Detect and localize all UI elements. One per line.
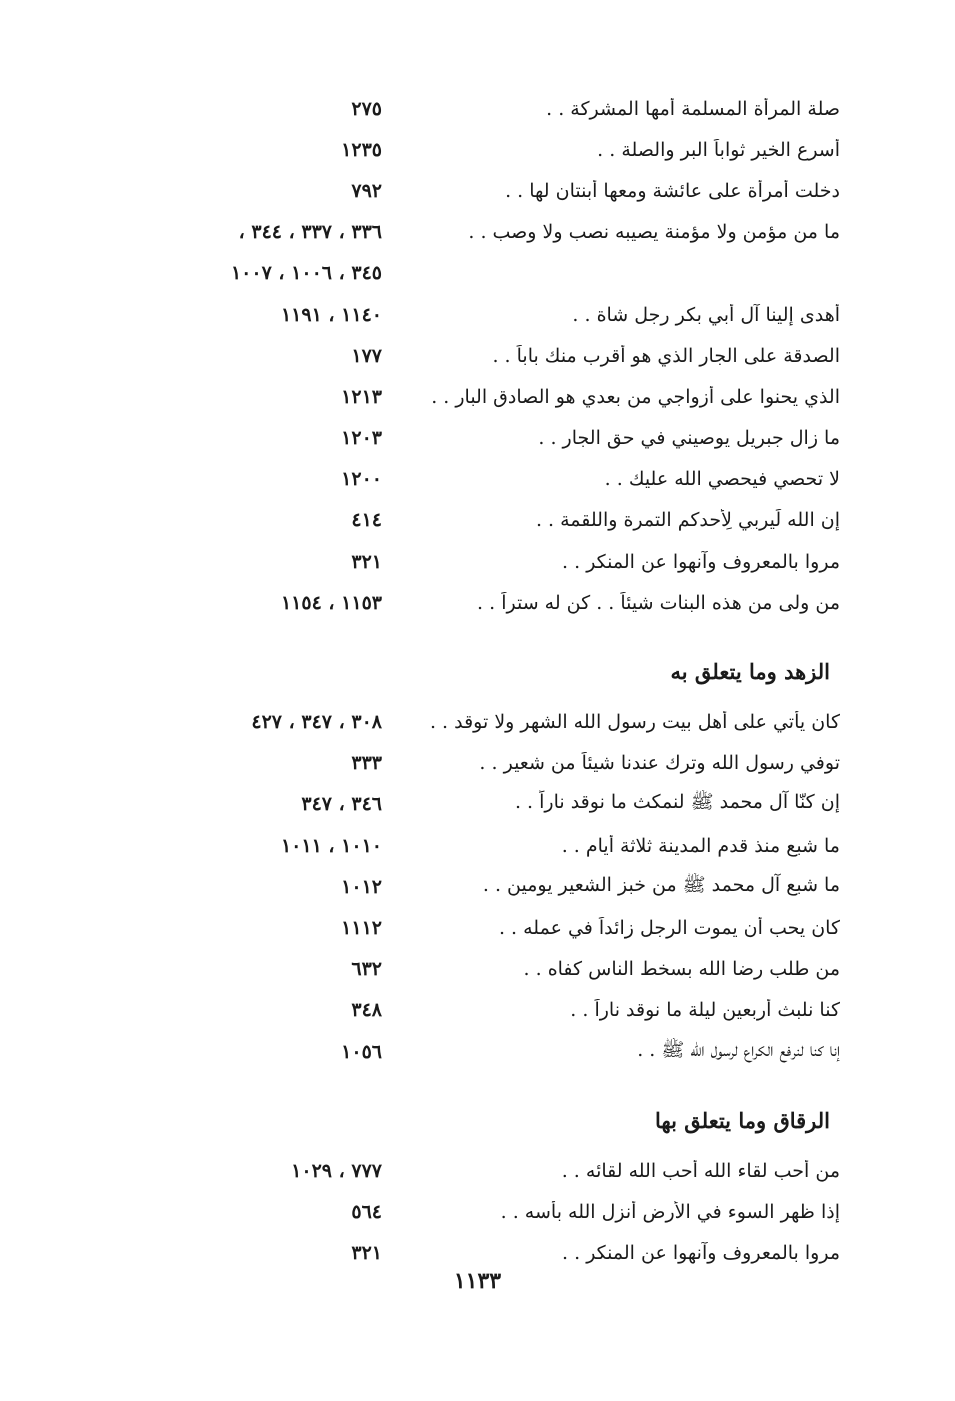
entry-text: ما من مؤمن ولا مؤمنة يصيبه نصب ولا وصب . .: [468, 221, 840, 244]
index-entry: [100, 129, 840, 170]
index-entry: [100, 1191, 840, 1232]
entry-text: إن الله لَيربي لِأحدكم التمرة واللقمة . .: [535, 509, 840, 532]
index-entry: [100, 582, 840, 623]
section-heading: الزهد وما يتعلق به: [670, 658, 830, 684]
section-heading: الرقاق وما يتعلق بها: [655, 1107, 830, 1133]
index-entry: [100, 743, 840, 784]
entry-text: صلة المرأة المسلمة أمها المشركة . .: [546, 97, 840, 120]
entry-page-refs: ١١١٢: [341, 916, 382, 939]
entry-page-refs: ٣٣٣: [351, 752, 382, 775]
index-entry: [100, 1150, 840, 1191]
entry-text: لا تحصي فيحصي الله عليك . .: [604, 468, 840, 491]
entry-page-refs: ٢٧٥: [351, 97, 382, 120]
entry-text: الذي يحنوا على أزواجي من بعدي هو الصادق البار . .: [431, 385, 840, 408]
index-entry: [100, 418, 840, 459]
entry-page-refs: ٥٦٤: [351, 1200, 382, 1223]
entry-page-refs: ٣٣٦ ، ٣٣٧ ، ٣٤٤ ،: [238, 221, 382, 244]
entry-page-refs: ٣٢١: [351, 550, 382, 573]
index-entry: [100, 1031, 840, 1072]
index-entry: [100, 335, 840, 376]
entry-page-refs: ٧٩٢: [351, 179, 382, 202]
entry-text: إنا كنا لنرفع الكراع لرسول الله ﷺ . .: [637, 1038, 840, 1061]
entry-page-refs: ١١٤٠ ، ١١٩١: [280, 303, 382, 326]
index-entry: [100, 541, 840, 582]
entry-page-refs: ١٠٥٦: [341, 1040, 382, 1063]
entry-page-refs: ٦٣٢: [351, 958, 382, 981]
entry-page-refs: ١٢٣٥: [341, 138, 382, 161]
entry-text: دخلت أمرأة على عائشة ومعها أبنتان لها . .: [505, 179, 840, 202]
index-entry: [100, 784, 840, 825]
entry-text: مروا بالمعروف وآنهوا عن المنكر . .: [562, 1242, 840, 1265]
section-gap: [100, 1072, 840, 1090]
entry-page-refs: ١٢٠٣: [341, 427, 382, 450]
index-entry: [100, 88, 840, 129]
page-number: ١١٣٣: [453, 1268, 502, 1294]
index-entry: [100, 376, 840, 417]
entry-page-refs: ١١٥٣ ، ١١٥٤: [280, 591, 382, 614]
entry-text: كان يحب أن يموت الرجل زائداً في عمله . .: [498, 916, 840, 939]
entry-text: ما زال جبريل يوصيني في حق الجار . .: [538, 427, 840, 450]
entry-page-refs: ١٧٧: [351, 344, 382, 367]
entry-text: أهدى إلينا آل أبي بكر رجل شاة . .: [572, 303, 840, 326]
index-entry: [100, 907, 840, 948]
index-entry: [100, 990, 840, 1031]
index-entry: [100, 825, 840, 866]
entry-text: مروا بالمعروف وآنهوا عن المنكر . .: [562, 550, 840, 573]
entry-text: إذا ظهر السوء في الأرض أنزل الله بأسه . .: [500, 1200, 840, 1223]
entry-page-refs: ١٠١٢: [341, 875, 382, 898]
index-entry: [100, 866, 840, 907]
entry-text: من طلب رضا الله بسخط الناس كفاه . .: [523, 958, 840, 981]
entry-text: إن كنّا آل محمد ﷺ لنمكث ما نوقد ناراً . .: [514, 791, 840, 814]
entry-page-refs: ٤١٤: [351, 509, 382, 532]
index-entry-continuation: [100, 253, 840, 294]
entry-page-refs-continued: ٣٤٥ ، ١٠٠٦ ، ١٠٠٧: [230, 262, 382, 285]
entry-page-refs: ١٢١٣: [341, 385, 382, 408]
entry-page-refs: ٣٠٨ ، ٣٤٧ ، ٤٢٧: [251, 711, 382, 734]
entry-page-refs: ١٠١٠ ، ١٠١١: [280, 834, 382, 857]
entry-page-refs: ٧٧٧ ، ١٠٢٩: [291, 1159, 382, 1182]
entry-text: توفي رسول الله وترك عندنا شيئاً من شعير . .: [479, 752, 840, 775]
entry-text: الصدقة على الجار الذي هو أقرب منك باباً . .: [492, 344, 840, 367]
index-entry: [100, 170, 840, 211]
entry-page-refs: ١٢٠٠: [341, 468, 382, 491]
entry-page-refs: ٣٤٨: [351, 999, 382, 1022]
entry-text: من ولى من هذه البنات شيئاً . . كن له ستراً . .: [477, 591, 840, 614]
index-list: [100, 88, 840, 1274]
entry-text: من أحب لقاء الله أحب الله لقائه . .: [561, 1159, 840, 1182]
entry-text: أسرع الخير ثواباً البر والصلة . .: [597, 138, 840, 161]
entry-text: ما شبع منذ قدم المدينة ثلاثة أيام . .: [561, 834, 840, 857]
index-entry: [100, 294, 840, 335]
entry-text: كان يأتي على أهل بيت رسول الله الشهر ولا توقد . .: [429, 711, 840, 734]
entry-text: ما شبع آل محمد ﷺ من خبز الشعير يومين . .: [482, 873, 840, 896]
entry-page-refs: ٣٤٦ ، ٣٤٧: [301, 793, 382, 816]
entry-page-refs: ٣٢١: [351, 1242, 382, 1265]
index-entry: [100, 949, 840, 990]
index-entry: [100, 212, 840, 253]
entry-text: كنا نلبث أربعين ليلة ما نوقد ناراً . .: [570, 999, 840, 1022]
index-entry: [100, 459, 840, 500]
index-entry: [100, 500, 840, 541]
section-gap: [100, 623, 840, 641]
index-entry: [100, 701, 840, 742]
